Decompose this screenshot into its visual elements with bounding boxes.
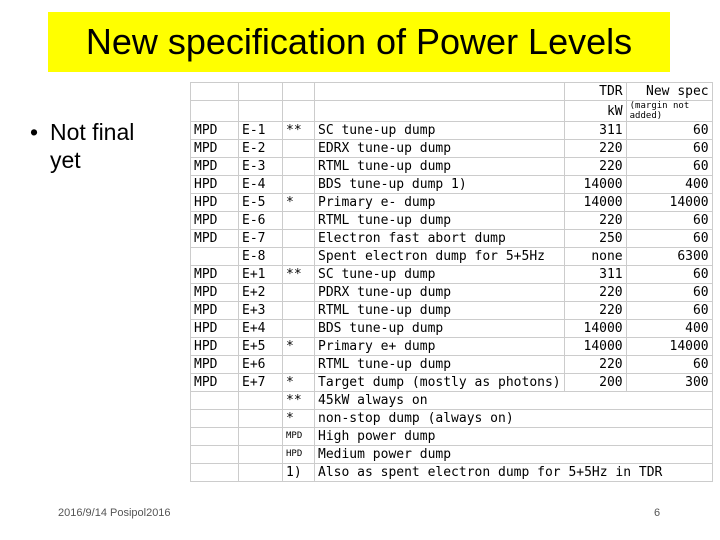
new-spec-power: 6300 xyxy=(626,248,712,266)
dump-type: MPD xyxy=(191,356,239,374)
dump-id: E+6 xyxy=(239,356,283,374)
header-empty-cell xyxy=(283,83,315,101)
dump-description: SC tune-up dump xyxy=(315,266,565,284)
tdr-power: 220 xyxy=(564,302,626,320)
new-spec-power: 14000 xyxy=(626,338,712,356)
note-row xyxy=(191,464,713,482)
new-spec-power: 60 xyxy=(626,158,712,176)
note-row xyxy=(191,410,713,428)
table-header-row xyxy=(191,83,713,101)
dump-mark: * xyxy=(283,374,315,392)
note-key: ** xyxy=(283,392,315,410)
dump-mark: * xyxy=(283,194,315,212)
note-empty-cell xyxy=(239,410,283,428)
dump-description: RTML tune-up dump xyxy=(315,356,565,374)
dump-type: HPD xyxy=(191,176,239,194)
power-levels-table xyxy=(190,82,713,482)
dump-type: HPD xyxy=(191,194,239,212)
note-text: Medium power dump xyxy=(315,446,713,464)
dump-mark xyxy=(283,356,315,374)
dump-mark xyxy=(283,140,315,158)
tdr-power: 220 xyxy=(564,284,626,302)
dump-description: RTML tune-up dump xyxy=(315,158,565,176)
note-text: 45kW always on xyxy=(315,392,713,410)
bullet-text: Not final yet xyxy=(50,119,135,173)
header-tdr: TDR xyxy=(564,83,626,101)
new-spec-power: 400 xyxy=(626,320,712,338)
dump-description: EDRX tune-up dump xyxy=(315,140,565,158)
header-empty-cell xyxy=(315,101,565,122)
table-row xyxy=(191,122,713,140)
note-row xyxy=(191,392,713,410)
header-empty-cell xyxy=(283,101,315,122)
page-title: New specification of Power Levels xyxy=(85,21,633,62)
dump-description: Primary e+ dump xyxy=(315,338,565,356)
dump-type: MPD xyxy=(191,122,239,140)
tdr-power: 14000 xyxy=(564,176,626,194)
dump-id: E+7 xyxy=(239,374,283,392)
note-empty-cell xyxy=(191,392,239,410)
dump-type: MPD xyxy=(191,158,239,176)
new-spec-power: 60 xyxy=(626,266,712,284)
dump-mark: ** xyxy=(283,122,315,140)
dump-type: MPD xyxy=(191,266,239,284)
title-banner xyxy=(48,12,670,72)
dump-id: E+5 xyxy=(239,338,283,356)
table-row xyxy=(191,320,713,338)
header-empty-cell xyxy=(191,101,239,122)
dump-type: HPD xyxy=(191,338,239,356)
dump-type: HPD xyxy=(191,320,239,338)
new-spec-power: 60 xyxy=(626,212,712,230)
dump-mark: ** xyxy=(283,266,315,284)
dump-description: Target dump (mostly as photons) xyxy=(315,374,565,392)
dump-type: MPD xyxy=(191,302,239,320)
dump-description: SC tune-up dump xyxy=(315,122,565,140)
table-row xyxy=(191,248,713,266)
table-unit-row xyxy=(191,101,713,122)
dump-mark: * xyxy=(283,338,315,356)
tdr-power: 311 xyxy=(564,266,626,284)
table-row xyxy=(191,176,713,194)
dump-id: E-2 xyxy=(239,140,283,158)
table-row xyxy=(191,302,713,320)
dump-mark xyxy=(283,320,315,338)
note-empty-cell xyxy=(239,428,283,446)
note-row xyxy=(191,428,713,446)
header-margin-note: (margin not added) xyxy=(626,101,712,122)
tdr-power: 14000 xyxy=(564,320,626,338)
dump-id: E-8 xyxy=(239,248,283,266)
dump-mark xyxy=(283,230,315,248)
dump-description: RTML tune-up dump xyxy=(315,302,565,320)
dump-id: E-4 xyxy=(239,176,283,194)
table-row xyxy=(191,338,713,356)
note-key: * xyxy=(283,410,315,428)
tdr-power: 250 xyxy=(564,230,626,248)
table-row xyxy=(191,284,713,302)
bullet-dot: • xyxy=(30,119,39,145)
dump-id: E+1 xyxy=(239,266,283,284)
dump-mark xyxy=(283,284,315,302)
dump-mark xyxy=(283,176,315,194)
header-empty-cell xyxy=(239,83,283,101)
note-empty-cell xyxy=(191,428,239,446)
dump-mark xyxy=(283,158,315,176)
table-row xyxy=(191,230,713,248)
tdr-power: none xyxy=(564,248,626,266)
note-row xyxy=(191,446,713,464)
tdr-power: 14000 xyxy=(564,338,626,356)
dump-type: MPD xyxy=(191,374,239,392)
tdr-power: 220 xyxy=(564,158,626,176)
note-text: Also as spent electron dump for 5+5Hz in TDR xyxy=(315,464,713,482)
note-empty-cell xyxy=(239,446,283,464)
header-empty-cell xyxy=(239,101,283,122)
tdr-power: 220 xyxy=(564,212,626,230)
note-empty-cell xyxy=(191,464,239,482)
dump-description: BDS tune-up dump 1) xyxy=(315,176,565,194)
dump-description: PDRX tune-up dump xyxy=(315,284,565,302)
dump-id: E-1 xyxy=(239,122,283,140)
dump-type: MPD xyxy=(191,212,239,230)
dump-id: E+2 xyxy=(239,284,283,302)
table-row xyxy=(191,266,713,284)
note-empty-cell xyxy=(191,410,239,428)
tdr-power: 311 xyxy=(564,122,626,140)
tdr-power: 220 xyxy=(564,356,626,374)
new-spec-power: 60 xyxy=(626,230,712,248)
table-row xyxy=(191,374,713,392)
dump-description: Primary e- dump xyxy=(315,194,565,212)
new-spec-power: 14000 xyxy=(626,194,712,212)
dump-id: E-3 xyxy=(239,158,283,176)
dump-id: E+4 xyxy=(239,320,283,338)
dump-id: E-5 xyxy=(239,194,283,212)
note-key: HPD xyxy=(283,446,315,464)
dump-type xyxy=(191,248,239,266)
new-spec-power: 400 xyxy=(626,176,712,194)
dump-type: MPD xyxy=(191,140,239,158)
header-unit: kW xyxy=(564,101,626,122)
footer-date: 2016/9/14 Posipol2016 xyxy=(58,507,171,519)
dump-id: E-6 xyxy=(239,212,283,230)
new-spec-power: 60 xyxy=(626,356,712,374)
new-spec-power: 60 xyxy=(626,122,712,140)
dump-description: Electron fast abort dump xyxy=(315,230,565,248)
new-spec-power: 60 xyxy=(626,140,712,158)
tdr-power: 220 xyxy=(564,140,626,158)
header-empty-cell xyxy=(315,83,565,101)
dump-id: E+3 xyxy=(239,302,283,320)
dump-type: MPD xyxy=(191,284,239,302)
table-row xyxy=(191,158,713,176)
dump-mark xyxy=(283,248,315,266)
note-empty-cell xyxy=(239,464,283,482)
note-key: MPD xyxy=(283,428,315,446)
tdr-power: 14000 xyxy=(564,194,626,212)
dump-type: MPD xyxy=(191,230,239,248)
note-empty-cell xyxy=(191,446,239,464)
note-text: non-stop dump (always on) xyxy=(315,410,713,428)
dump-description: Spent electron dump for 5+5Hz xyxy=(315,248,565,266)
tdr-power: 200 xyxy=(564,374,626,392)
dump-id: E-7 xyxy=(239,230,283,248)
note-empty-cell xyxy=(239,392,283,410)
table-row xyxy=(191,140,713,158)
dump-mark xyxy=(283,212,315,230)
note-key: 1) xyxy=(283,464,315,482)
note-text: High power dump xyxy=(315,428,713,446)
dump-mark xyxy=(283,302,315,320)
dump-description: RTML tune-up dump xyxy=(315,212,565,230)
new-spec-power: 300 xyxy=(626,374,712,392)
page-number: 6 xyxy=(654,507,661,519)
new-spec-power: 60 xyxy=(626,302,712,320)
dump-description: BDS tune-up dump xyxy=(315,320,565,338)
header-new-spec: New spec xyxy=(626,83,712,101)
table-row xyxy=(191,356,713,374)
table-row xyxy=(191,194,713,212)
new-spec-power: 60 xyxy=(626,284,712,302)
header-empty-cell xyxy=(191,83,239,101)
bullet-point xyxy=(30,118,170,174)
table-row xyxy=(191,212,713,230)
